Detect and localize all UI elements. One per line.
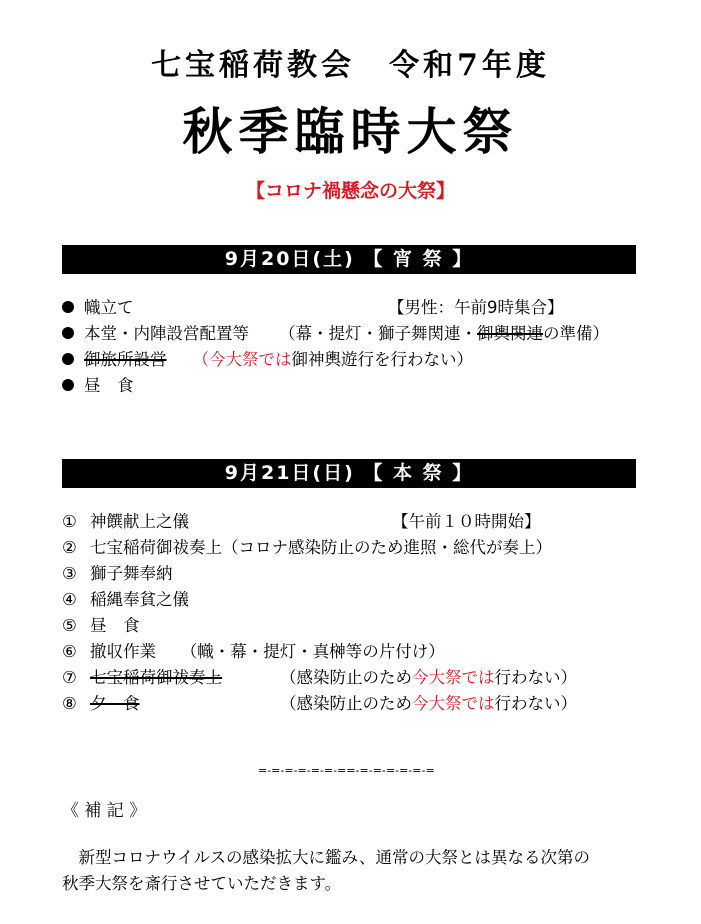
bullet-icon bbox=[62, 327, 74, 339]
header-title-line bbox=[0, 40, 701, 84]
day1-item-4: 昼 食 bbox=[62, 375, 134, 397]
day2-item-2: ② 七宝稲荷御祓奏上（コロナ感染防止のため進照・総代が奏上） bbox=[62, 538, 552, 557]
day1-item-1: 幟立て 【男性：午前9時集合】 bbox=[62, 297, 642, 319]
day2-item-8: ⑧ 夕 食 （感染防止のため今大祭では行わない） bbox=[62, 694, 577, 713]
day2-item-3: ③ 獅子舞奉納 bbox=[62, 564, 173, 583]
divider-line: =-=-=-=-=-=-==-=-=-=-=-=-= bbox=[258, 764, 435, 777]
day2-item-5: ⑤ 昼 食 bbox=[62, 616, 140, 635]
church-name: 七宝稲荷教会 bbox=[151, 48, 356, 83]
supplement-heading: 《 補 記 》 bbox=[62, 801, 147, 821]
bullet-icon bbox=[62, 379, 74, 391]
day2-item-6: ⑥ 撤収作業 （幟・幕・提灯・真榊等の片付け） bbox=[62, 642, 445, 661]
year-label: 令和7年度 bbox=[389, 48, 550, 83]
day1-item-1-note: 【男性：午前9時集合】 bbox=[388, 298, 564, 317]
subtitle: 【コロナ禍懸念の大祭】 bbox=[245, 180, 455, 202]
supplement-line-1: 新型コロナウイルスの感染拡大に鑑み、通常の大祭とは異なる次第の bbox=[62, 848, 590, 867]
day2-header-bar: 9月21日(日) 【 本 祭 】 bbox=[62, 459, 636, 488]
supplement-body bbox=[62, 845, 652, 897]
day2-item-1: ① 神饌献上之儀 【午前１０時開始】 bbox=[62, 512, 541, 531]
day2-item-4: ④ 稲縄奉貧之儀 bbox=[62, 590, 189, 609]
day1-item-2: 本堂・内陣設営配置等 （幕・提灯・獅子舞関連・御輿関連の準備） bbox=[62, 323, 609, 345]
bullet-icon bbox=[62, 353, 74, 365]
day2-item-1-note: 【午前１０時開始】 bbox=[392, 512, 541, 531]
main-title: 秋季臨時大祭 bbox=[182, 102, 519, 161]
bullet-icon bbox=[62, 301, 74, 313]
day2-item-7: ⑦ 七宝稲荷御祓奏上 （感染防止のため今大祭では行わない） bbox=[62, 668, 577, 687]
day1-item-3: 御旅所設営 （今大祭では御神輿遊行を行わない） bbox=[62, 349, 473, 371]
day1-header-bar: 9月20日(土) 【 宵 祭 】 bbox=[62, 245, 636, 274]
supplement-line-2: 秋季大祭を斎行させていただきます。 bbox=[62, 874, 342, 893]
